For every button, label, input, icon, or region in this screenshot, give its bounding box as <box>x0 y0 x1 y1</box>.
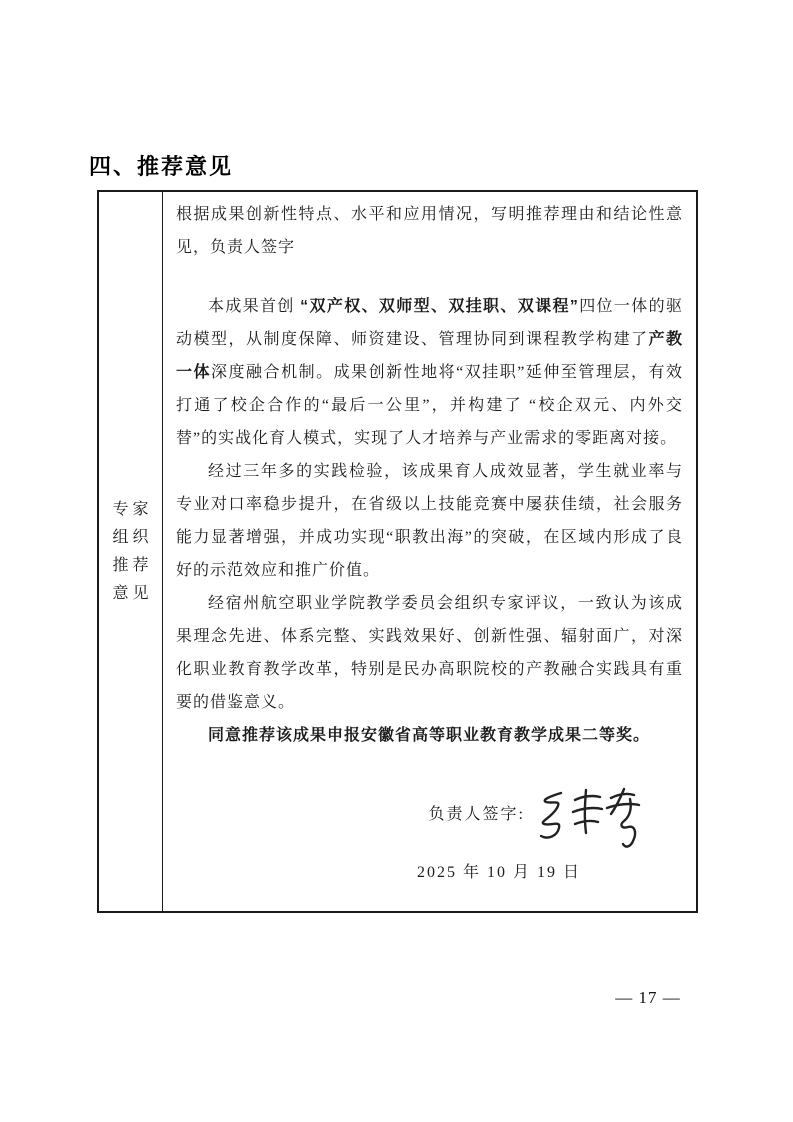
signature-date: 2025 年 10 月 19 日 <box>416 864 581 881</box>
paragraph-1-run: 四位一体的驱动模型，从制度保障、师资建设、管理协同到课程教学构建了 <box>176 298 683 348</box>
row-label-line: 意见 <box>112 584 153 602</box>
page-number: — 17 — <box>615 988 681 1007</box>
conclusion-paragraph: 同意推荐该成果申报安徽省高等职业教育教学成果二等奖。 <box>208 727 651 744</box>
handwritten-signature-icon <box>531 783 649 853</box>
row-label-text <box>108 496 152 608</box>
blank-line <box>176 264 683 290</box>
paragraph-2: 经过三年多的实践检验，该成果育人成效显著，学生就业率与专业对口率稳步提升，在省级以上技能竞赛中屡获佳绩，社会服务能力显著增强，并成功实现“职教出海”的突破，在区域内形成了良好的示范效应和推广价值。 <box>176 463 683 579</box>
paragraph-1-run: 深度融合机制。成果创新性地将“双挂职”延伸至管理层，有效打通了校企合作的“最后一公里”，并构建了 “校企双元、内外交替”的实战化育人模式，实现了人才培养与产业需求的零距离对接。 <box>176 364 683 447</box>
paragraph-1-bold-run: 产教一体 <box>176 331 683 381</box>
recommendation-table <box>97 190 698 913</box>
section-title: 四、推荐意见 <box>89 154 234 179</box>
instruction-text: 根据成果创新性特点、水平和应用情况，写明推荐理由和结论性意见，负责人签字 <box>176 206 683 256</box>
opinion-cell <box>163 192 696 911</box>
signature-row <box>176 778 649 850</box>
paragraph-3: 经宿州航空职业学院教学委员会组织专家评议，一致认为该成果理念先进、体系完整、实践效果好、创新性强、辐射面广，对深化职业教育教学改革，特别是民办高职院校的产教融合实践具有重要的借鉴意义。 <box>176 595 683 711</box>
row-label-line: 专家 <box>112 500 153 518</box>
paragraph-1-run: 本成果首创 <box>208 298 301 315</box>
row-label-cell <box>99 192 163 911</box>
row-label-line: 组织 <box>112 528 153 546</box>
empty-space <box>176 752 683 778</box>
signature-label: 负责人签字: <box>428 805 525 823</box>
paragraph-1 <box>176 290 683 455</box>
row-label-line: 推荐 <box>112 556 153 574</box>
paragraph-1-bold-run: “双产权、双师型、双挂职、双课程” <box>300 298 579 315</box>
